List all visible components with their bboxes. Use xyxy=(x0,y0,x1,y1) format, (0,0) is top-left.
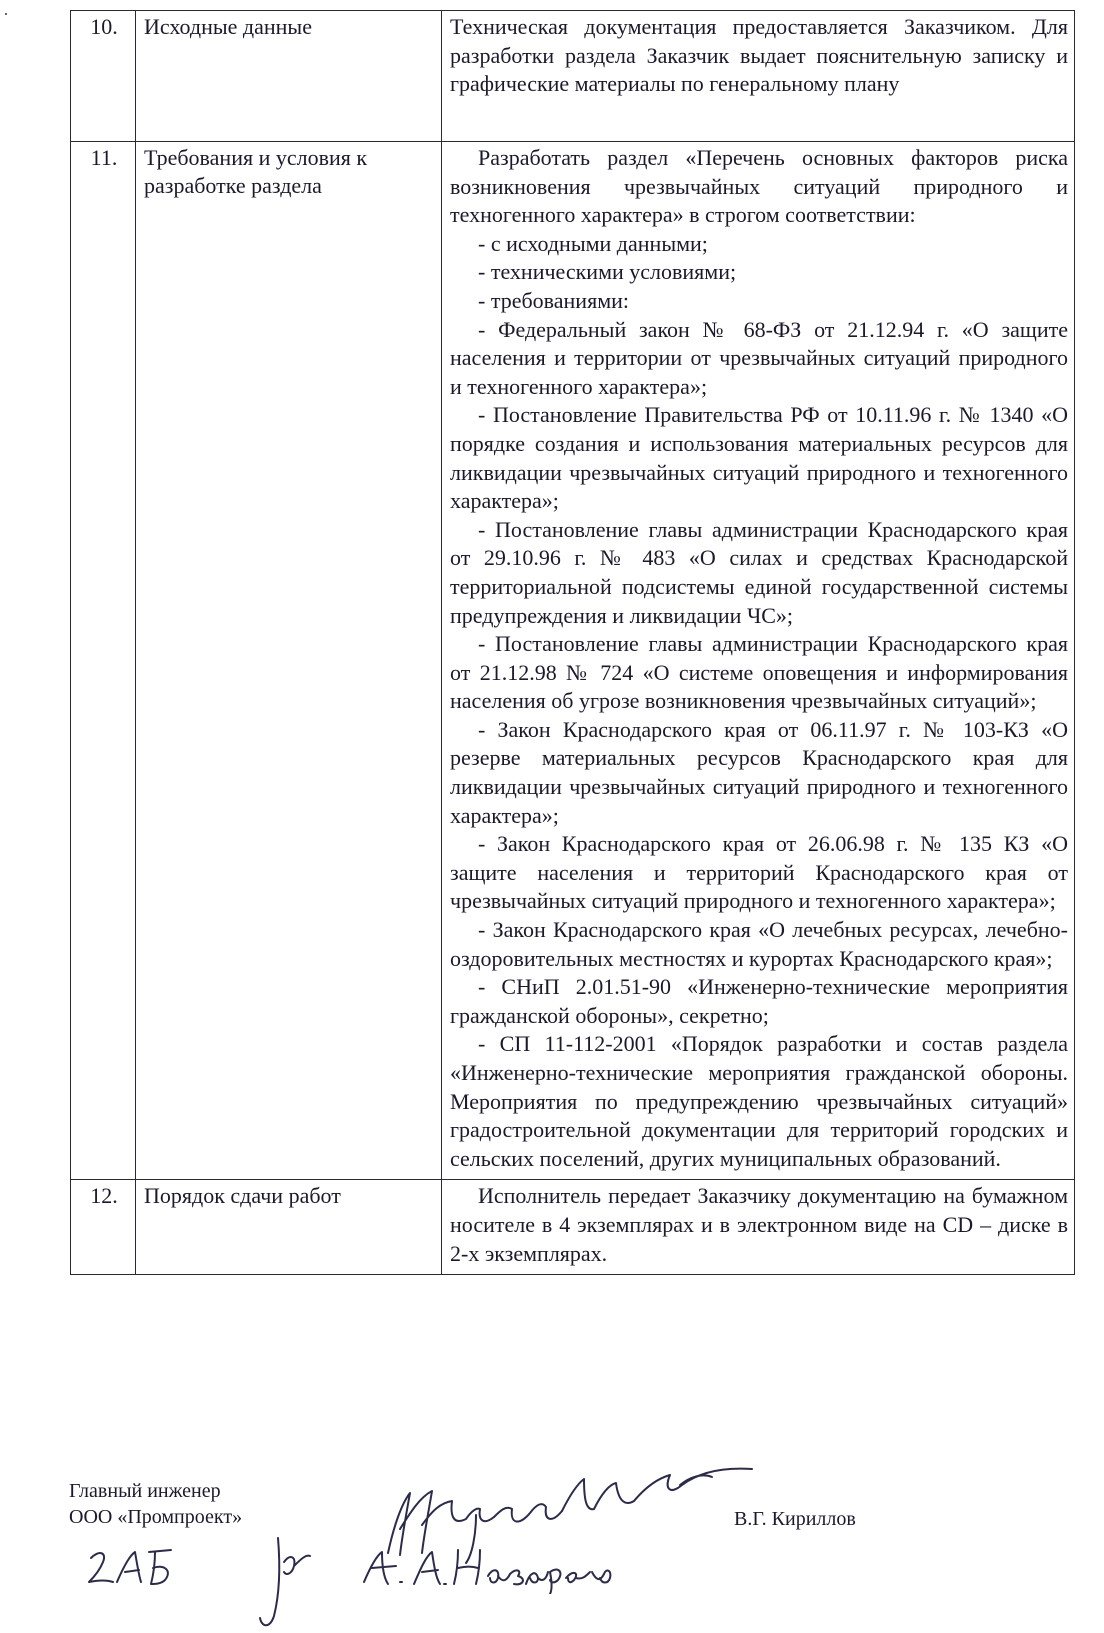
list-item: - с исходными данными; xyxy=(478,230,708,256)
signer-position-line2: ООО «Промпроект» xyxy=(69,1506,243,1528)
table-row xyxy=(71,142,1075,1180)
requirements-table xyxy=(70,10,1075,1275)
requirement-item: - СНиП 2.01.51-90 «Инженерно-технические мероприятия гражданской обороны», секретно; xyxy=(450,974,1068,1028)
handwritten-note-2 xyxy=(250,1532,330,1632)
list-item: - требованиями: xyxy=(478,287,630,313)
row-name: Порядок сдачи работ xyxy=(136,1180,442,1275)
row-content-text: Исполнитель передает Заказчику документацию на бумажном носителе в 4 экземплярах и в электронном виде на CD – диске в 2-х экземплярах. xyxy=(450,1183,1068,1266)
requirement-item: - Закон Краснодарского края от 26.06.98 г. № 135 КЗ «О защите населения и территорий Краснодарского края от чрезвычайных ситуаций природного и техногенного характера»; xyxy=(450,831,1068,914)
table-row xyxy=(71,1180,1075,1275)
row-intro: Разработать раздел «Перечень основных факторов риска возникновения чрезвычайных ситуаций природного и техногенного характера» в строгом соответствии: xyxy=(450,145,1068,228)
signer-position-line1: Главный инженер xyxy=(69,1480,221,1502)
row-number: 11. xyxy=(71,142,136,1180)
table-row xyxy=(71,11,1075,142)
requirement-item: - Закон Краснодарского края «О лечебных ресурсах, лечебно-оздоровительных местностях и курортах Краснодарского края»; xyxy=(450,917,1068,971)
signer-name: В.Г. Кириллов xyxy=(734,1508,856,1530)
scan-speck xyxy=(5,13,7,15)
requirement-item: - Федеральный закон № 68-ФЗ от 21.12.94 г. «О защите населения и территории от чрезвычайных ситуаций природного и техногенного характера»; xyxy=(450,316,1068,399)
row-name: Исходные данные xyxy=(136,11,442,142)
requirement-item: - Постановление Правительства РФ от 10.11.96 г. № 1340 «О порядке создания и использования материальных ресурсов для ликвидации чрезвычайных ситуаций природного и техногенного характера»; xyxy=(450,402,1068,514)
requirement-item: - СП 11-112-2001 «Порядок разработки и состав раздела «Инженерно-технические мероприятия гражданской обороны. Мероприятия по предупреждению чрезвычайных ситуаций» градостроительной документации для территорий городских и сельских поселений, других муниципальных образований. xyxy=(450,1031,1068,1171)
row-number: 10. xyxy=(71,11,136,142)
requirement-item: - Постановление главы администрации Краснодарского края от 29.10.96 г. № 483 «О силах и средствах Краснодарской территориальной подсистемы единой государственной системы предупреждения и ликвидации ЧС»; xyxy=(450,516,1068,628)
signer-position xyxy=(69,1478,242,1530)
row-number: 12. xyxy=(71,1180,136,1275)
list-item: - техническими условиями; xyxy=(478,259,737,285)
row-content xyxy=(442,11,1075,142)
handwritten-note-1 xyxy=(85,1542,185,1592)
handwritten-note-3 xyxy=(358,1542,618,1594)
row-content xyxy=(442,142,1075,1180)
row-content xyxy=(442,1180,1075,1275)
requirement-item: - Закон Краснодарского края от 06.11.97 г. № 103-КЗ «О резерве материальных ресурсов Краснодарского края для ликвидации чрезвычайных ситуаций природного и техногенного характера»; xyxy=(450,716,1068,828)
requirement-item: - Постановление главы администрации Краснодарского края от 21.12.98 № 724 «О системе оповещения и информирования населения об угрозе возникновения чрезвычайных ситуаций»; xyxy=(450,631,1068,714)
row-name: Требования и условия к разработке раздела xyxy=(136,142,442,1180)
row-content-text: Техническая документация предоставляется Заказчиком. Для разработки раздела Заказчик выдает пояснительную записку и графические материалы по генеральному плану xyxy=(450,14,1068,97)
